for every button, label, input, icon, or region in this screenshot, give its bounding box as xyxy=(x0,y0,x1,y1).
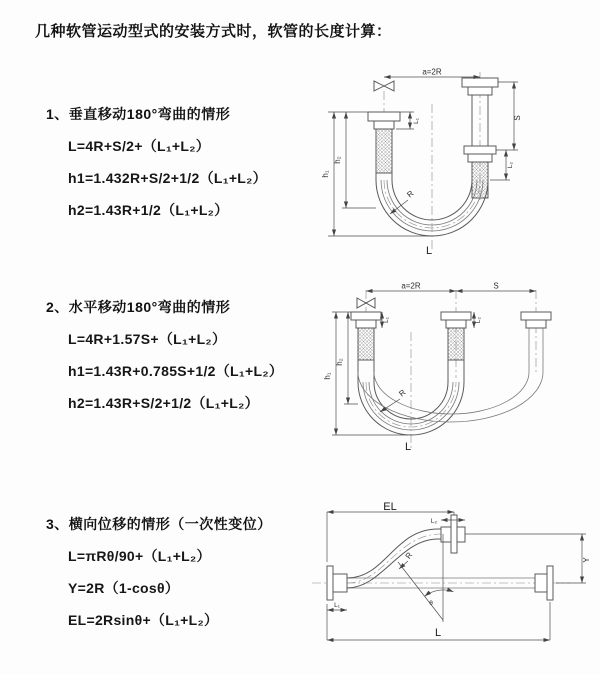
dim-label-l2: L₂ xyxy=(430,518,437,525)
section-2-formula-h2: h2=1.43R+S/2+1/2（L₁+L₂） xyxy=(68,395,259,411)
page-title: 几种软管运动型式的安装方式时，软管的长度计算： xyxy=(35,23,392,40)
dim-label-el: EL xyxy=(383,502,397,513)
section-3-formula-L: L=πRθ/90+（L₁+L₂） xyxy=(68,548,211,564)
ext-line xyxy=(465,534,586,583)
dim-label-h2: h₂ xyxy=(333,156,342,164)
braided-hose-section xyxy=(376,129,392,173)
section-1-formula-h2: h2=1.43R+1/2（L₁+L₂） xyxy=(68,202,229,218)
braided-hose-section xyxy=(358,328,374,360)
upper-flange-stub xyxy=(441,527,451,542)
dim-label-a: a=2R xyxy=(401,282,421,291)
angle-arc xyxy=(425,590,454,596)
section-2-formula-L: L=4R+1.57S+（L₁+L₂） xyxy=(68,331,227,347)
section-3-formula-Y: Y=2R（1-cosθ） xyxy=(68,580,180,596)
diagram-lateral-displacement xyxy=(298,502,598,647)
section-3-heading: 3、横向位移的情形（一次性变位） xyxy=(46,516,272,532)
dim-label-y: Y xyxy=(582,557,591,563)
section-2-heading: 2、水平移动180°弯曲的情形 xyxy=(46,299,231,315)
dim-label-r: R xyxy=(405,188,416,200)
section-1-formula-L: L=4R+S/2+（L₁+L₂） xyxy=(68,138,211,154)
diagram-horizontal-180-bend xyxy=(318,282,580,454)
section-3 xyxy=(46,514,321,630)
dim-label-l1: L₁ xyxy=(413,118,420,124)
left-pipe-end xyxy=(351,312,381,360)
dim-label-theta: θ xyxy=(429,600,433,607)
braided-hose-section xyxy=(472,162,488,198)
section-2 xyxy=(46,297,321,413)
section-1-formula-h1: h1=1.432R+S/2+1/2（L₁+L₂） xyxy=(68,170,267,186)
diagram-vertical-180-bend xyxy=(312,68,574,258)
dim-label-l1: L₁ xyxy=(334,602,340,609)
dim-label-l: L xyxy=(425,245,433,257)
section-1 xyxy=(46,104,321,220)
dim-label-l2: L₂ xyxy=(475,316,482,324)
dim-label-h1: h₁ xyxy=(323,372,332,380)
dim-label-l: L xyxy=(404,441,412,453)
dim-label-l1: L₁ xyxy=(383,317,390,323)
dim-label-r: R xyxy=(403,550,415,561)
left-flange xyxy=(327,566,347,600)
upper-flange xyxy=(451,515,457,553)
section-3-formula-EL: EL=2Rsinθ+（L₁+L₂） xyxy=(68,612,219,628)
dim-label-s: S xyxy=(493,282,499,291)
dim-label-h1: h₁ xyxy=(321,170,330,178)
section-1-heading: 1、垂直移动180°弯曲的情形 xyxy=(46,106,231,122)
section-2-formula-h1: h1=1.43R+0.785S+1/2（L₁+L₂） xyxy=(68,363,284,379)
left-pipe-end xyxy=(368,112,400,173)
dim-label-h2: h₂ xyxy=(335,358,344,366)
valve-icon xyxy=(374,81,394,91)
dim-label-s: S xyxy=(513,115,522,121)
braided-hose-section xyxy=(448,328,464,360)
middle-pipe-end xyxy=(441,312,471,360)
dim-label-l: L xyxy=(434,627,442,639)
valve-icon xyxy=(357,298,375,308)
dim-label-l2: L₂ xyxy=(507,161,514,169)
upper-flange-stub xyxy=(457,527,465,542)
dim-label-r: R xyxy=(397,387,408,399)
dim-label-a: a=2R xyxy=(422,68,442,77)
